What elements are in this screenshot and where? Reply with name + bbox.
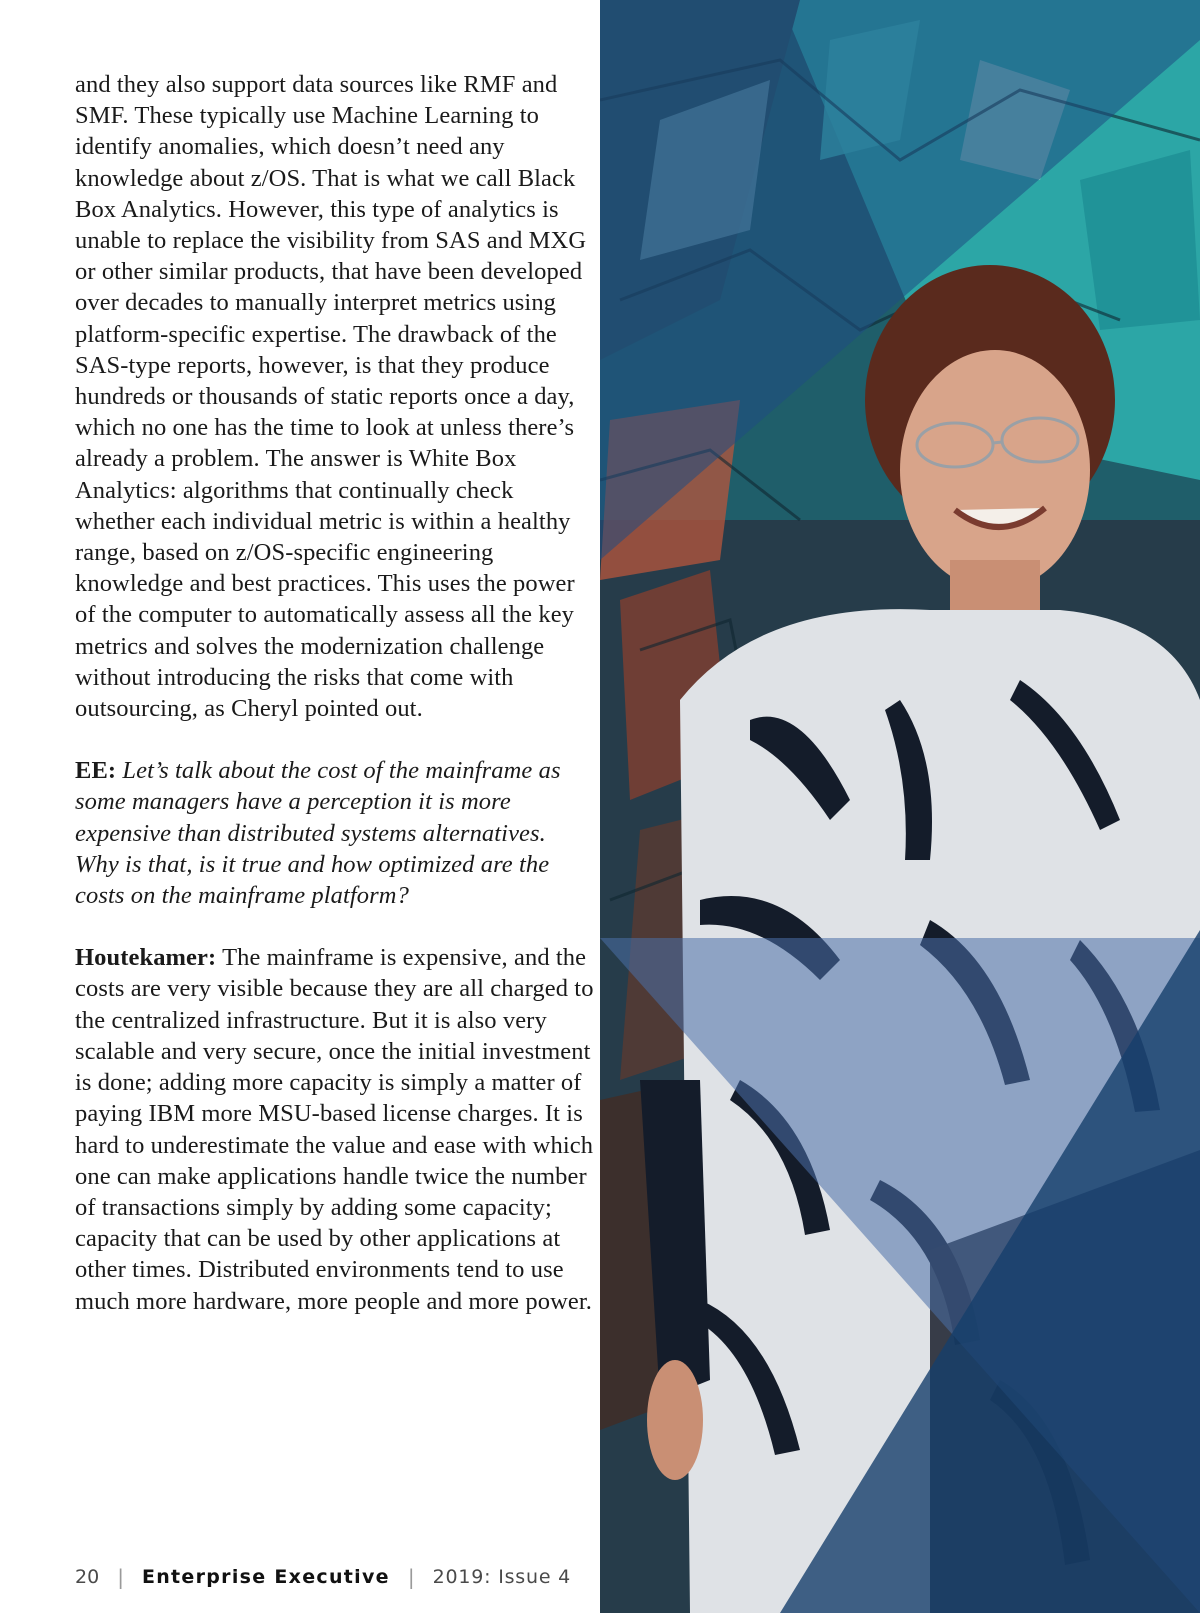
magazine-name: Enterprise Executive [141,1566,390,1588]
paragraph-text: and they also support data sources like RMF and SMF. These typically use Machine Learning to identify anomalies, which doesn’t need any knowledge about z/OS. That is what we call Black Box Analytics. However, this type of analytics is unable to replace the visibility from SAS and MXG or other similar products, that have been developed over decades to manually interpret metrics using platform-specific expertise. The drawback of the SAS-type reports, however, is that they produce hundreds or thousands of static reports once a day, which no one has the time to look at unless there’s already a problem. The answer is White Box Analytics: algorithms that continually check whether each individual metric is within a healthy range, based on z/OS-specific engineering knowledge and best practices. This uses the power of the computer to automatically assess all the key metrics and solves the modernization challenge without introducing the risks that come with outsourcing, as Cheryl pointed out. [75,71,587,723]
footer-separator: | [407,1565,415,1589]
answer-text: The mainframe is expensive, and the costs are very visible because they are all charged to the centralized infrastructure. But it is also very scalable and very secure, once the initial investment is done; adding more capacity is simply a matter of paying IBM more MSU-based license charges. It is hard to underestimate the value and ease with which one can make applications handle twice the number of transactions simply by adding some capacity; capacity that can be used by other applications at other times. Distributed environments tend to use much more hardware, more people and more power. [75,944,594,1315]
page-footer [75,1562,571,1592]
article-paragraph-answer [75,942,595,1316]
question-text: Let’s talk about the cost of the mainframe as some managers have a perception it is more expensive than distributed systems alternatives. Why is that, is it true and how optimized are the costs on the mainframe platform? [75,757,561,910]
speaker-label: EE: [75,757,117,785]
article-paragraph-question [75,755,595,911]
portrait-illustration [600,0,1200,1613]
speaker-label: Houtekamer: [75,944,217,972]
portrait-photo [600,0,1200,1613]
page-number: 20 [75,1566,100,1588]
footer-separator: | [117,1565,124,1589]
article-paragraph-intro [75,69,595,724]
article-body [75,69,595,1317]
issue-label: 2019: Issue 4 [432,1566,572,1588]
